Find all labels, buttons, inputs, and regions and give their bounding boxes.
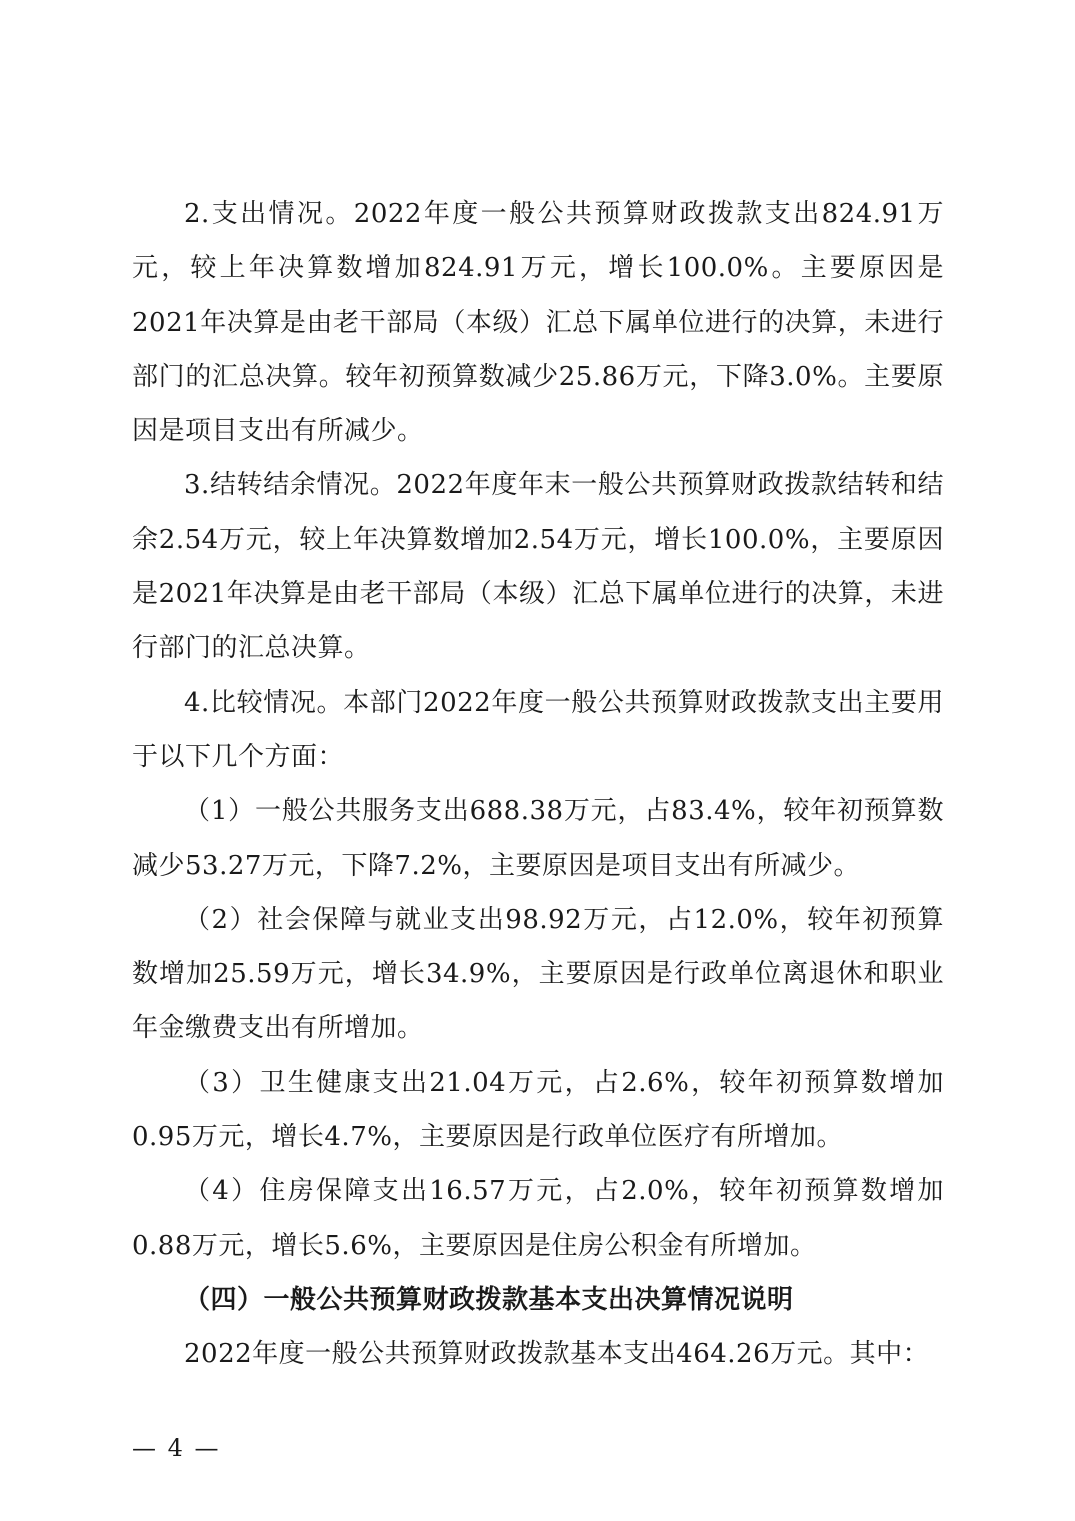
paragraph-carryover: 3.结转结余情况。2022年度年末一般公共预算财政拨款结转和结余2.54万元，较上年决算数增加2.54万元，增长100.0%，主要原因是2021年决算是由老干部局（本级）汇总下属单位进行的决算，未进行部门的汇总决算。 (132, 470, 944, 664)
paragraph-expenditure: 2.支出情况。2022年度一般公共预算财政拨款支出824.91万元，较上年决算数增加824.91万元，增长100.0%。主要原因是2021年决算是由老干部局（本级）汇总下属单位进行的决算，未进行部门的汇总决算。较年初预算数减少25.86万元，下降3.0%。主要原因是项目支出有所减少。 (132, 199, 944, 447)
page-number: — 4 — (132, 1434, 221, 1462)
paragraph-comparison: 4.比较情况。本部门2022年度一般公共预算财政拨款支出主要用于以下几个方面： (132, 687, 944, 772)
paragraph-social-security: （2）社会保障与就业支出98.92万元，占12.0%，较年初预算数增加25.59万元，增长34.9%，主要原因是行政单位离退休和职业年金缴费支出有所增加。 (132, 904, 944, 1044)
paragraph-housing: （4）住房保障支出16.57万元，占2.0%，较年初预算数增加0.88万元，增长5.6%，主要原因是住房公积金有所增加。 (132, 1176, 944, 1261)
paragraph-health: （3）卫生健康支出21.04万元，占2.6%，较年初预算数增加0.95万元，增长4.7%，主要原因是行政单位医疗有所增加。 (132, 1067, 944, 1153)
paragraph-basic-expenditure: 2022年度一般公共预算财政拨款基本支出464.26万元。其中： (184, 1339, 930, 1370)
document-body (132, 187, 944, 1382)
paragraph-public-services: （1）一般公共服务支出688.38万元，占83.4%，较年初预算数减少53.27万元，下降7.2%，主要原因是项目支出有所减少。 (132, 796, 944, 881)
section-heading: （四）一般公共预算财政拨款基本支出决算情况说明 (184, 1284, 794, 1315)
